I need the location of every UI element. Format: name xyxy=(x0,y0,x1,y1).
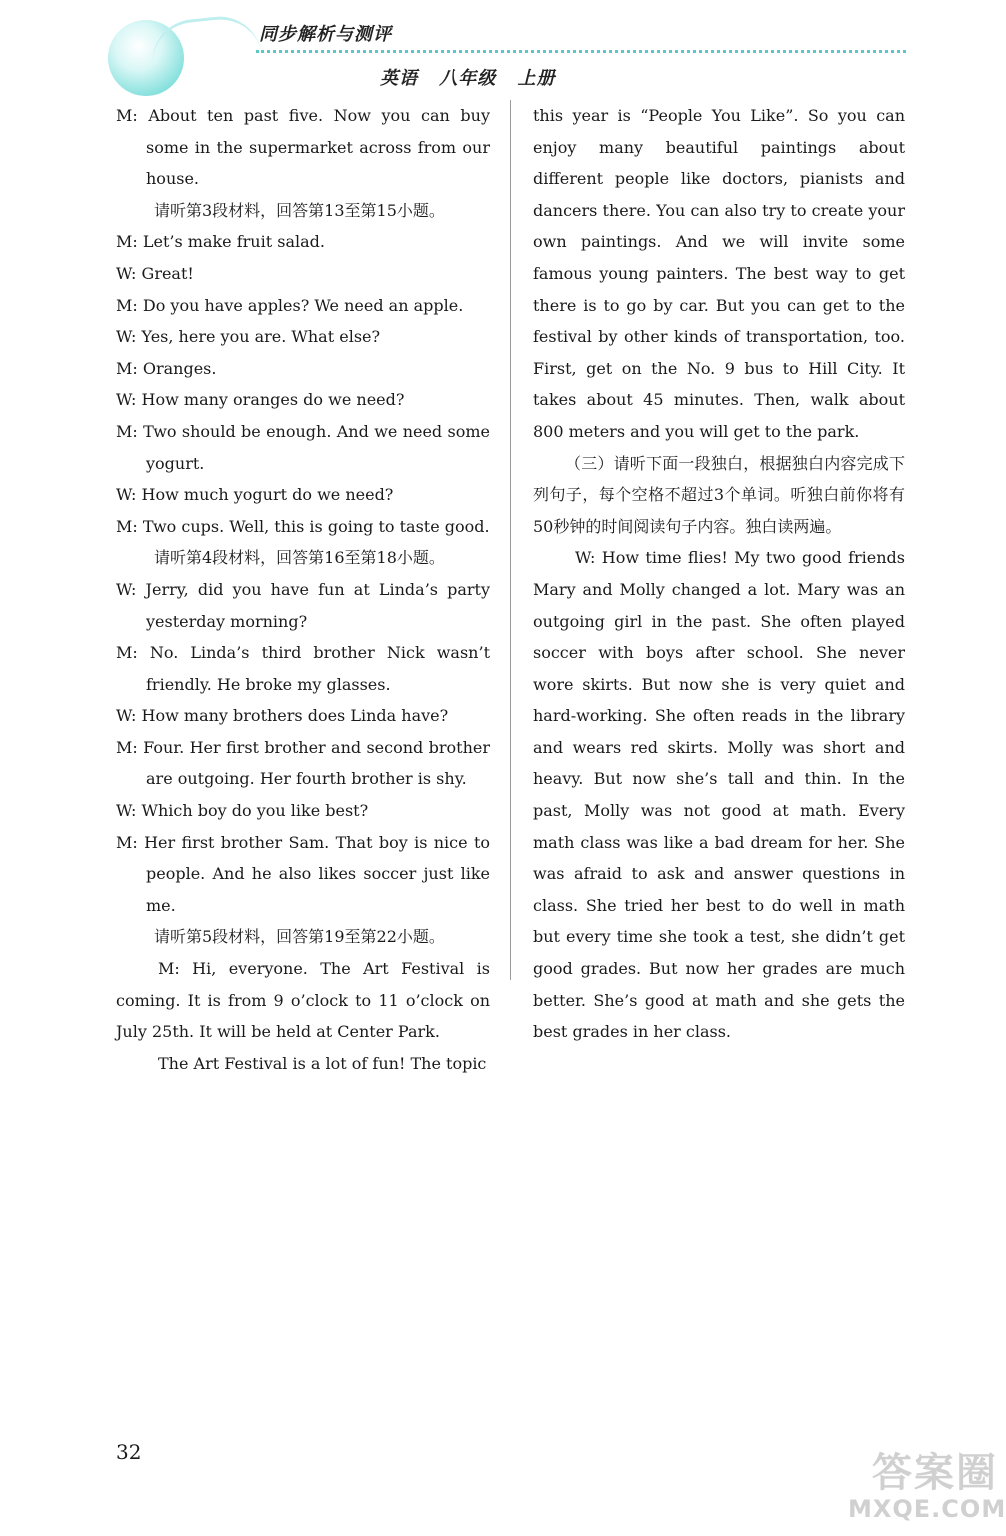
transcript-paragraph: M: Two cups. Well, this is going to taste good. xyxy=(116,516,490,536)
column-divider xyxy=(510,100,511,980)
section-instruction: 请听第4段材料，回答第16至第18小题。 xyxy=(154,548,445,568)
subject-line: 英语 八年级 上册 xyxy=(380,68,556,89)
watermark-top: 答案圈 xyxy=(872,1450,998,1496)
logo-swoosh-icon xyxy=(148,12,262,66)
watermark-logo xyxy=(848,1450,1006,1530)
watermark-bottom: MXQE.COM xyxy=(848,1495,1006,1523)
transcript-paragraph: M: Oranges. xyxy=(116,358,217,378)
transcript-paragraph: （三）请听下面一段独白，根据独白内容完成下列句子，每个空格不超过3个单词。听独白前你将有50秒钟的时间阅读句子内容。独白读两遍。 xyxy=(533,453,905,536)
transcript-paragraph: W: Yes, here you are. What else? xyxy=(116,327,381,347)
transcript-paragraph: this year is “People You Like”. So you can enjoy many beautiful paintings about different people like doctors, pianists and dancers there. You can also try to create your own paintings. And we will invite some famous young painters. The best way to get there is to go by car. But you can get to the festival by other kinds of transportation, too. First, get on the No. 9 bus to Hill City. It takes about 45 minutes. Then, walk about 800 meters and you will get to the park. xyxy=(533,106,905,441)
section-instruction: 请听第3段材料，回答第13至第15小题。 xyxy=(154,200,445,220)
page-number: 32 xyxy=(116,1440,142,1464)
page-header xyxy=(0,0,1006,100)
transcript-paragraph: M: Four. Her first brother and second brother are outgoing. Her fourth brother is shy. xyxy=(116,737,490,789)
transcript-paragraph: M: Let’s make fruit salad. xyxy=(116,232,325,252)
right-column xyxy=(533,100,905,1048)
transcript-paragraph: W: Great! xyxy=(116,263,194,283)
left-column xyxy=(116,100,490,1079)
transcript-paragraph: W: How time flies! My two good friends Mary and Molly changed a lot. Mary was an outgoing girl in the past. She often played soccer with boys after school. She never wore skirts. But now she is very quiet and hard-working. She often reads in the library and wears red skirts. Molly was short and heavy. But now she’s tall and thin. In the past, Molly was not good at math. Every math class was like a bad dream for her. She was afraid to ask and answer questions in class. She tried her best to do well in math but every time she took a test, she didn’t get good grades. But now her grades are much better. She’s good at math and she gets the best grades in her class. xyxy=(533,548,905,1042)
dotted-divider xyxy=(256,50,906,53)
transcript-paragraph: M: Her first brother Sam. That boy is nice to people. And he also likes soccer just like me. xyxy=(116,832,490,915)
transcript-paragraph: W: Which boy do you like best? xyxy=(116,801,369,821)
transcript-paragraph: W: Jerry, did you have fun at Linda’s party yesterday morning? xyxy=(116,579,490,631)
transcript-paragraph: The Art Festival is a lot of fun! The topic xyxy=(158,1053,487,1073)
transcript-paragraph: W: How many oranges do we need? xyxy=(116,390,405,410)
transcript-paragraph: M: No. Linda’s third brother Nick wasn’t friendly. He broke my glasses. xyxy=(116,643,490,694)
transcript-paragraph: M: Do you have apples? We need an apple. xyxy=(116,295,464,315)
transcript-paragraph: M: About ten past five. Now you can buy some in the supermarket across from our house. xyxy=(116,106,490,189)
transcript-paragraph: W: How much yogurt do we need? xyxy=(116,485,394,505)
section-instruction: 请听第5段材料，回答第19至第22小题。 xyxy=(154,927,445,947)
transcript-paragraph: M: Two should be enough. And we need some yogurt. xyxy=(116,421,490,473)
transcript-paragraph: W: How many brothers does Linda have? xyxy=(116,706,449,726)
transcript-paragraph: M: Hi, everyone. The Art Festival is coming. It is from 9 o’clock to 11 o’clock on July 25th. It will be held at Center Park. xyxy=(116,959,490,1042)
book-title: 同步解析与测评 xyxy=(259,24,392,45)
